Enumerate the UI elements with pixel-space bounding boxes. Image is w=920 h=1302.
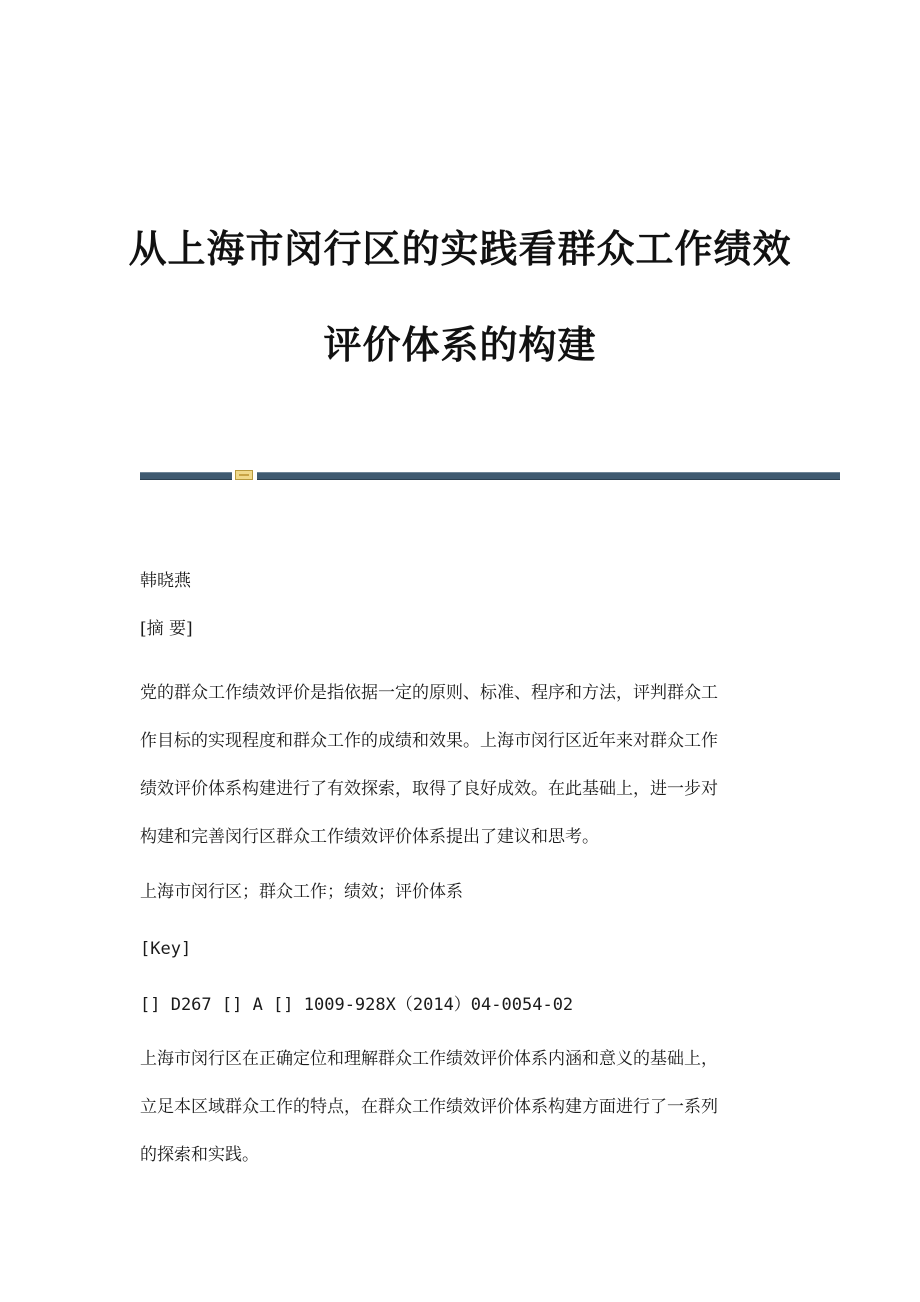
ornament-icon xyxy=(235,470,253,480)
author: 韩晓燕 xyxy=(140,571,191,591)
abstract-line: 党的群众工作绩效评价是指依据一定的原则、标准、程序和方法，评判群众工 xyxy=(140,683,718,703)
body-line: 上海市闵行区在正确定位和理解群众工作绩效评价体系内涵和意义的基础上， xyxy=(140,1049,718,1069)
body-line: 立足本区域群众工作的特点，在群众工作绩效评价体系构建方面进行了一系列 xyxy=(140,1097,718,1117)
abstract-line: 构建和完善闵行区群众工作绩效评价体系提出了建议和思考。 xyxy=(140,827,599,847)
classification: [] D267 [] A [] 1009-928X（2014）04-0054-02 xyxy=(140,995,574,1015)
divider-bar-left xyxy=(140,472,232,480)
abstract-label: [摘 要] xyxy=(140,619,193,639)
body-line: 的探索和实践。 xyxy=(140,1145,259,1165)
divider-bar-right xyxy=(257,472,840,480)
title-line-1: 从上海市闵行区的实践看群众工作绩效 xyxy=(128,227,792,271)
abstract-line: 作目标的实现程度和群众工作的成绩和效果。上海市闵行区近年来对群众工作 xyxy=(140,731,718,751)
title-line-2: 评价体系的构建 xyxy=(323,323,597,367)
abstract-line: 绩效评价体系构建进行了有效探索，取得了良好成效。在此基础上，进一步对 xyxy=(140,779,718,799)
key-label: [Key] xyxy=(140,939,192,959)
title-divider xyxy=(0,470,920,479)
keywords: 上海市闵行区；群众工作；绩效；评价体系 xyxy=(140,882,463,902)
